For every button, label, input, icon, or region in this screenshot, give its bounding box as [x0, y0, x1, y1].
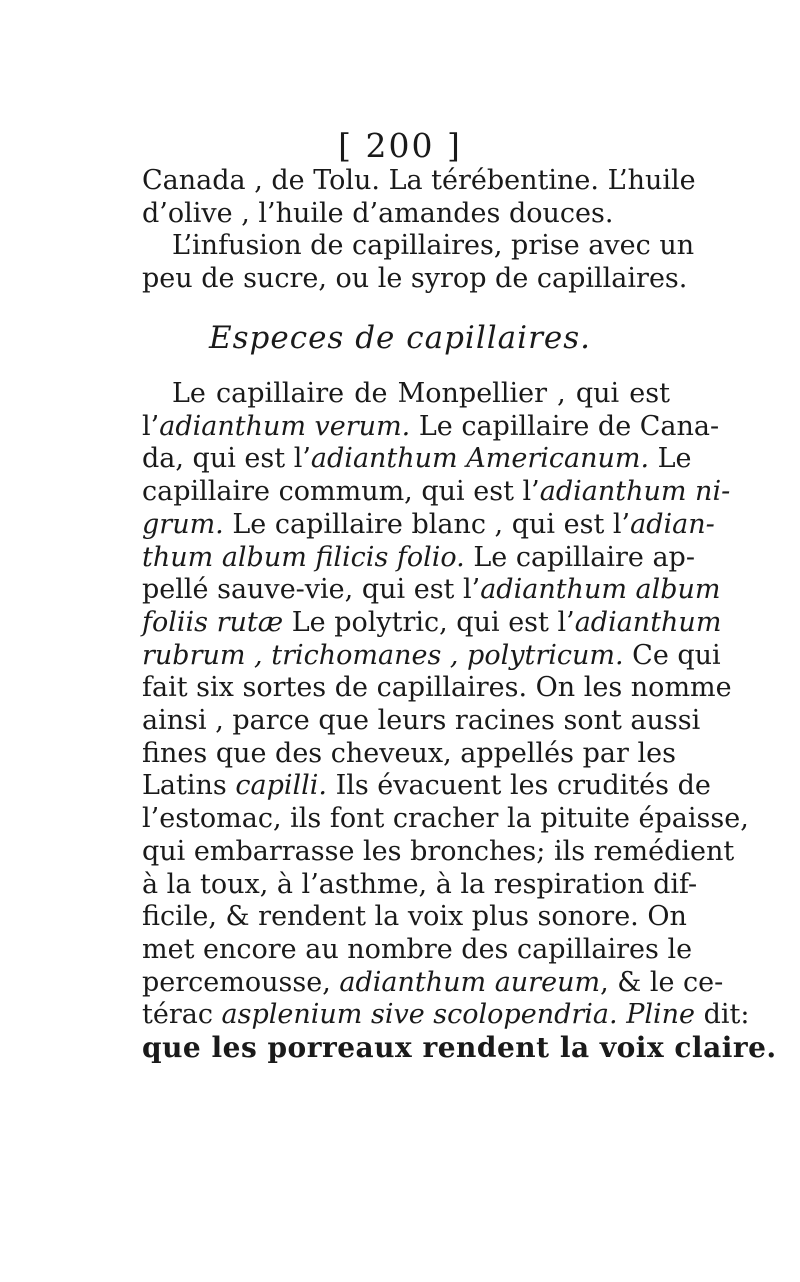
italic-run: capilli. [235, 770, 327, 802]
text-line [142, 541, 695, 575]
text-line: L’infusion de capillaires, prise avec un [172, 230, 695, 262]
text-line: d’olive , l’huile d’amandes douces. [142, 197, 614, 229]
text-run: da, qui est l’ [142, 443, 311, 475]
text-run: pellé sauve-vie, qui est l’ [142, 574, 481, 606]
text-line [142, 933, 693, 967]
italic-run: adianthum album [480, 574, 721, 606]
text-run: dit: [695, 999, 750, 1031]
text-line [142, 835, 735, 869]
italic-run: adian- [630, 508, 715, 540]
text-run: percemousse, [142, 966, 340, 998]
text-run: à la toux, à l’asthme, à la respiration dif- [142, 868, 698, 900]
text-run: que les porreaux rendent la voix claire. [142, 1031, 777, 1065]
text-run: , & le ce- [600, 966, 724, 998]
text-line: peu de sucre, ou le syrop de capillaires. [142, 263, 688, 295]
page-number: [ 200 ] [338, 126, 462, 165]
text-line [142, 737, 676, 771]
text-run: Le capillaire de Monpellier , qui est [172, 378, 670, 409]
text-run: Le [649, 443, 692, 475]
body-paragraph [142, 378, 777, 1065]
text-line [142, 1031, 777, 1065]
text-line [142, 868, 698, 902]
italic-run: adianthum Americanum. [310, 443, 650, 475]
text-run: Le capillaire de Cana- [410, 410, 720, 442]
section-heading: Especes de capillaires. [209, 320, 591, 356]
text-line [142, 803, 749, 836]
text-line [142, 705, 701, 738]
text-line [142, 999, 750, 1032]
italic-run: grum. [142, 508, 224, 540]
italic-run: adianthum [574, 606, 722, 638]
text-run: térac [142, 999, 222, 1031]
italic-run: adianthum ni- [539, 476, 731, 508]
text-line [142, 672, 732, 705]
text-run: Le capillaire ap- [464, 541, 695, 573]
text-line [142, 606, 722, 640]
text-run: fines que des cheveux, appellés par les [142, 737, 676, 769]
text-run: fait six sortes de capillaires. On les nomme [142, 672, 732, 704]
text-line [142, 966, 724, 1000]
text-line [142, 410, 720, 444]
text-run: met encore au nombre des capillaires le [142, 933, 693, 965]
text-run [618, 999, 627, 1030]
italic-run: adianthum verum. [159, 410, 411, 442]
text-run: ainsi , parce que leurs racines sont aussi [142, 705, 701, 737]
text-line [142, 574, 721, 607]
text-line [142, 639, 721, 673]
text-line [142, 476, 731, 509]
text-run: capillaire commum, qui est l’ [142, 476, 540, 508]
italic-run: foliis rutæ [142, 606, 284, 638]
top-paragraph [142, 165, 696, 296]
text-run: Ce qui [623, 639, 721, 671]
text-line [142, 901, 687, 934]
text-line [142, 378, 670, 411]
text-line [142, 443, 692, 476]
text-run: Latins [142, 770, 236, 802]
text-run: ficile, & rendent la voix plus sonore. On [142, 901, 687, 933]
text-run: Le capillaire blanc , qui est l’ [223, 508, 631, 540]
italic-run: thum album filicis folio. [142, 541, 465, 573]
italic-run: rubrum , trichomanes , polytricum. [142, 639, 624, 671]
text-line [142, 508, 715, 542]
italic-run: Pline [626, 999, 695, 1031]
italic-run: asplenium sive scolopendria. [221, 999, 618, 1031]
text-run: l’ [142, 410, 160, 442]
text-run: Le polytric, qui est l’ [283, 606, 575, 638]
italic-run: adianthum aureum [339, 966, 601, 998]
text-run: Ils évacuent les crudités de [326, 770, 711, 802]
text-run: l’estomac, ils font cracher la pituite épaisse, [142, 803, 749, 835]
text-line: Canada , de Tolu. La térébentine. L’huile [142, 165, 696, 196]
text-run: qui embarrasse les bronches; ils remédient [142, 835, 735, 867]
text-line [142, 770, 711, 803]
